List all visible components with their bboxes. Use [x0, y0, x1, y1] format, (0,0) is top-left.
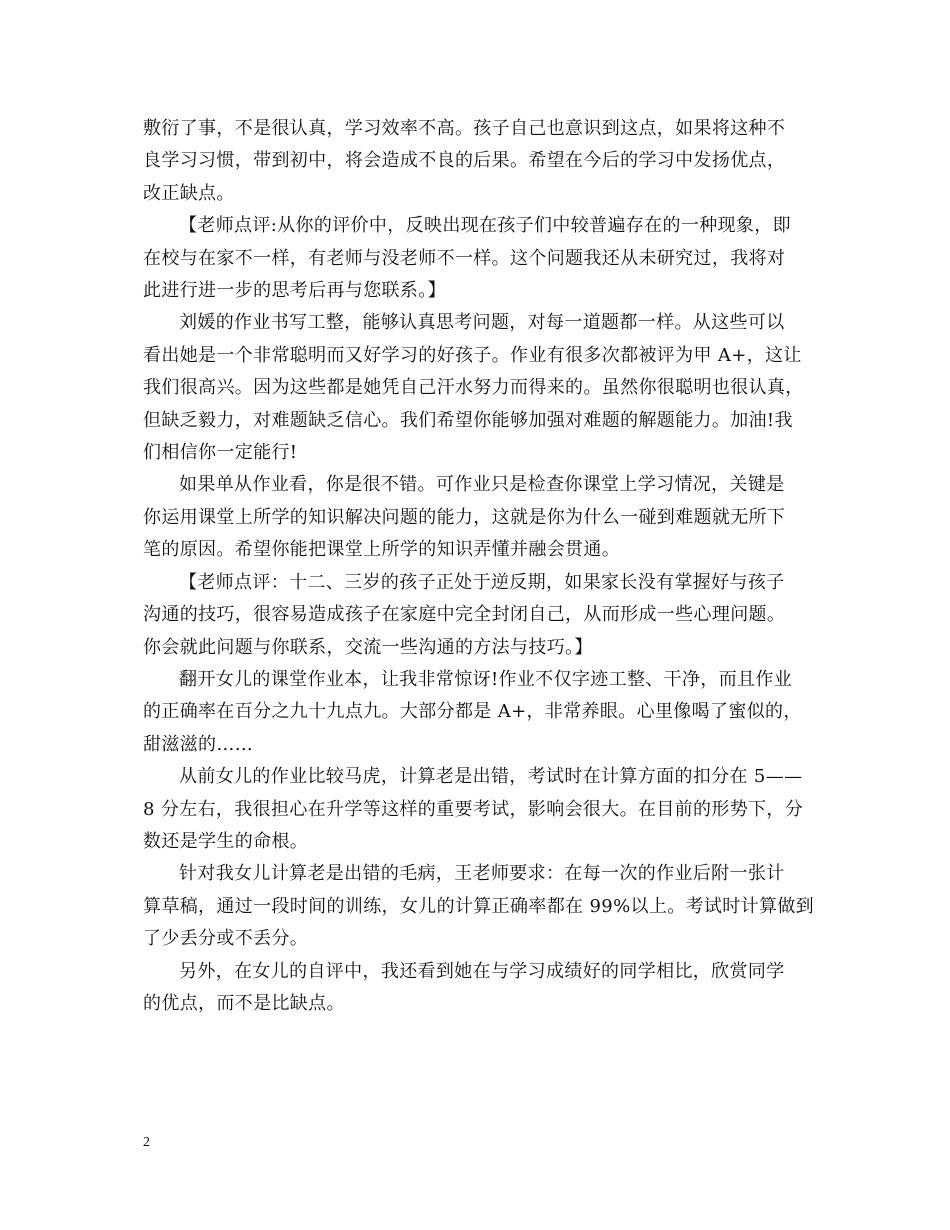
text-line: 的优点，而不是比缺点。: [143, 992, 345, 1014]
paragraph: [143, 858, 813, 955]
text-line: 敷衍了事，不是很认真，学习效率不高。孩子自己也意识到这点，如果将这种不: [143, 118, 786, 139]
text-line: 们相信你一定能行!: [143, 442, 298, 464]
teacher-comment-paragraph: [143, 567, 813, 664]
text-line: 笔的原因。希望你能把课堂上所学的知识弄懂并融会贯通。: [143, 539, 621, 561]
paragraph: [143, 664, 813, 761]
teacher-comment-paragraph: [143, 210, 813, 307]
text-line: 翻开女儿的课堂作业本，让我非常惊讶!作业不仅字迹工整、干净，而且作业: [179, 668, 793, 690]
paragraph: [143, 307, 813, 469]
text-line: 但缺乏毅力，对难题缺乏信心。我们希望你能够加强对难题的解题能力。加油!我: [143, 409, 793, 431]
text-line: 针对我女儿计算老是出错的毛病，王老师要求：在每一次的作业后附一张计: [179, 863, 785, 885]
text-line: 的正确率在百分之九十九点九。大部分都是 A+，非常养眼。心里像喝了蜜似的，: [143, 701, 802, 723]
text-line: 改正缺点。: [143, 182, 235, 204]
text-line: 数还是学生的命根。: [143, 830, 309, 852]
text-line: 从前女儿的作业比较马虎，计算老是出错，考试时在计算方面的扣分在 5——: [179, 766, 803, 788]
text-line: 良学习习惯，带到初中，将会造成不良的后果。希望在今后的学习中发扬优点，: [143, 150, 786, 172]
text-line: 看出她是一个非常聪明而又好学习的好孩子。作业有很多次都被评为甲 A+，这让: [143, 344, 802, 366]
text-line: 了少丢分或不丢分。: [143, 928, 309, 950]
text-line: 我们很高兴。因为这些都是她凭自己汗水努力而得来的。虽然你很聪明也很认真，: [143, 377, 804, 399]
text-line: 你运用课堂上所学的知识解决问题的能力，这就是你为什么一碰到难题就无所下: [143, 506, 786, 528]
text-line: 甜滋滋的……: [143, 733, 254, 755]
document-body: [143, 113, 813, 1020]
text-line: 【老师点评：十二、三岁的孩子正处于逆反期，如果家长没有掌握好与孩子: [179, 571, 785, 593]
text-line: 算草稿，通过一段时间的训练，女儿的计算正确率都在 99%以上。考试时计算做到: [143, 895, 815, 917]
paragraph: [143, 469, 813, 566]
text-line: 8 分左右，我很担心在升学等这样的重要考试，影响会很大。在目前的形势下，分: [143, 798, 804, 820]
text-line: 在校与在家不一样，有老师与没老师不一样。这个问题我还从未研究过，我将对: [143, 247, 786, 269]
paragraph: [143, 113, 813, 210]
page-number: 2: [143, 1135, 150, 1150]
text-line: 【老师点评:从你的评价中，反映出现在孩子们中较普遍存在的一种现象，即: [179, 215, 791, 237]
text-line: 沟通的技巧，很容易造成孩子在家庭中完全封闭自己，从而形成一些心理问题。: [143, 604, 786, 626]
paragraph: [143, 956, 813, 1021]
paragraph: [143, 761, 813, 858]
text-line: 你会就此问题与你联系，交流一些沟通的方法与技巧。】: [143, 636, 593, 658]
text-line: 如果单从作业看，你是很不错。可作业只是检查你课堂上学习情况，关键是: [179, 474, 785, 496]
text-line: 刘媛的作业书写工整，能够认真思考问题，对每一道题都一样。从这些可以: [179, 312, 785, 334]
text-line: 此进行进一步的思考后再与您联系。】: [143, 280, 446, 302]
text-line: 另外，在女儿的自评中，我还看到她在与学习成绩好的同学相比，欣赏同学: [179, 960, 785, 982]
